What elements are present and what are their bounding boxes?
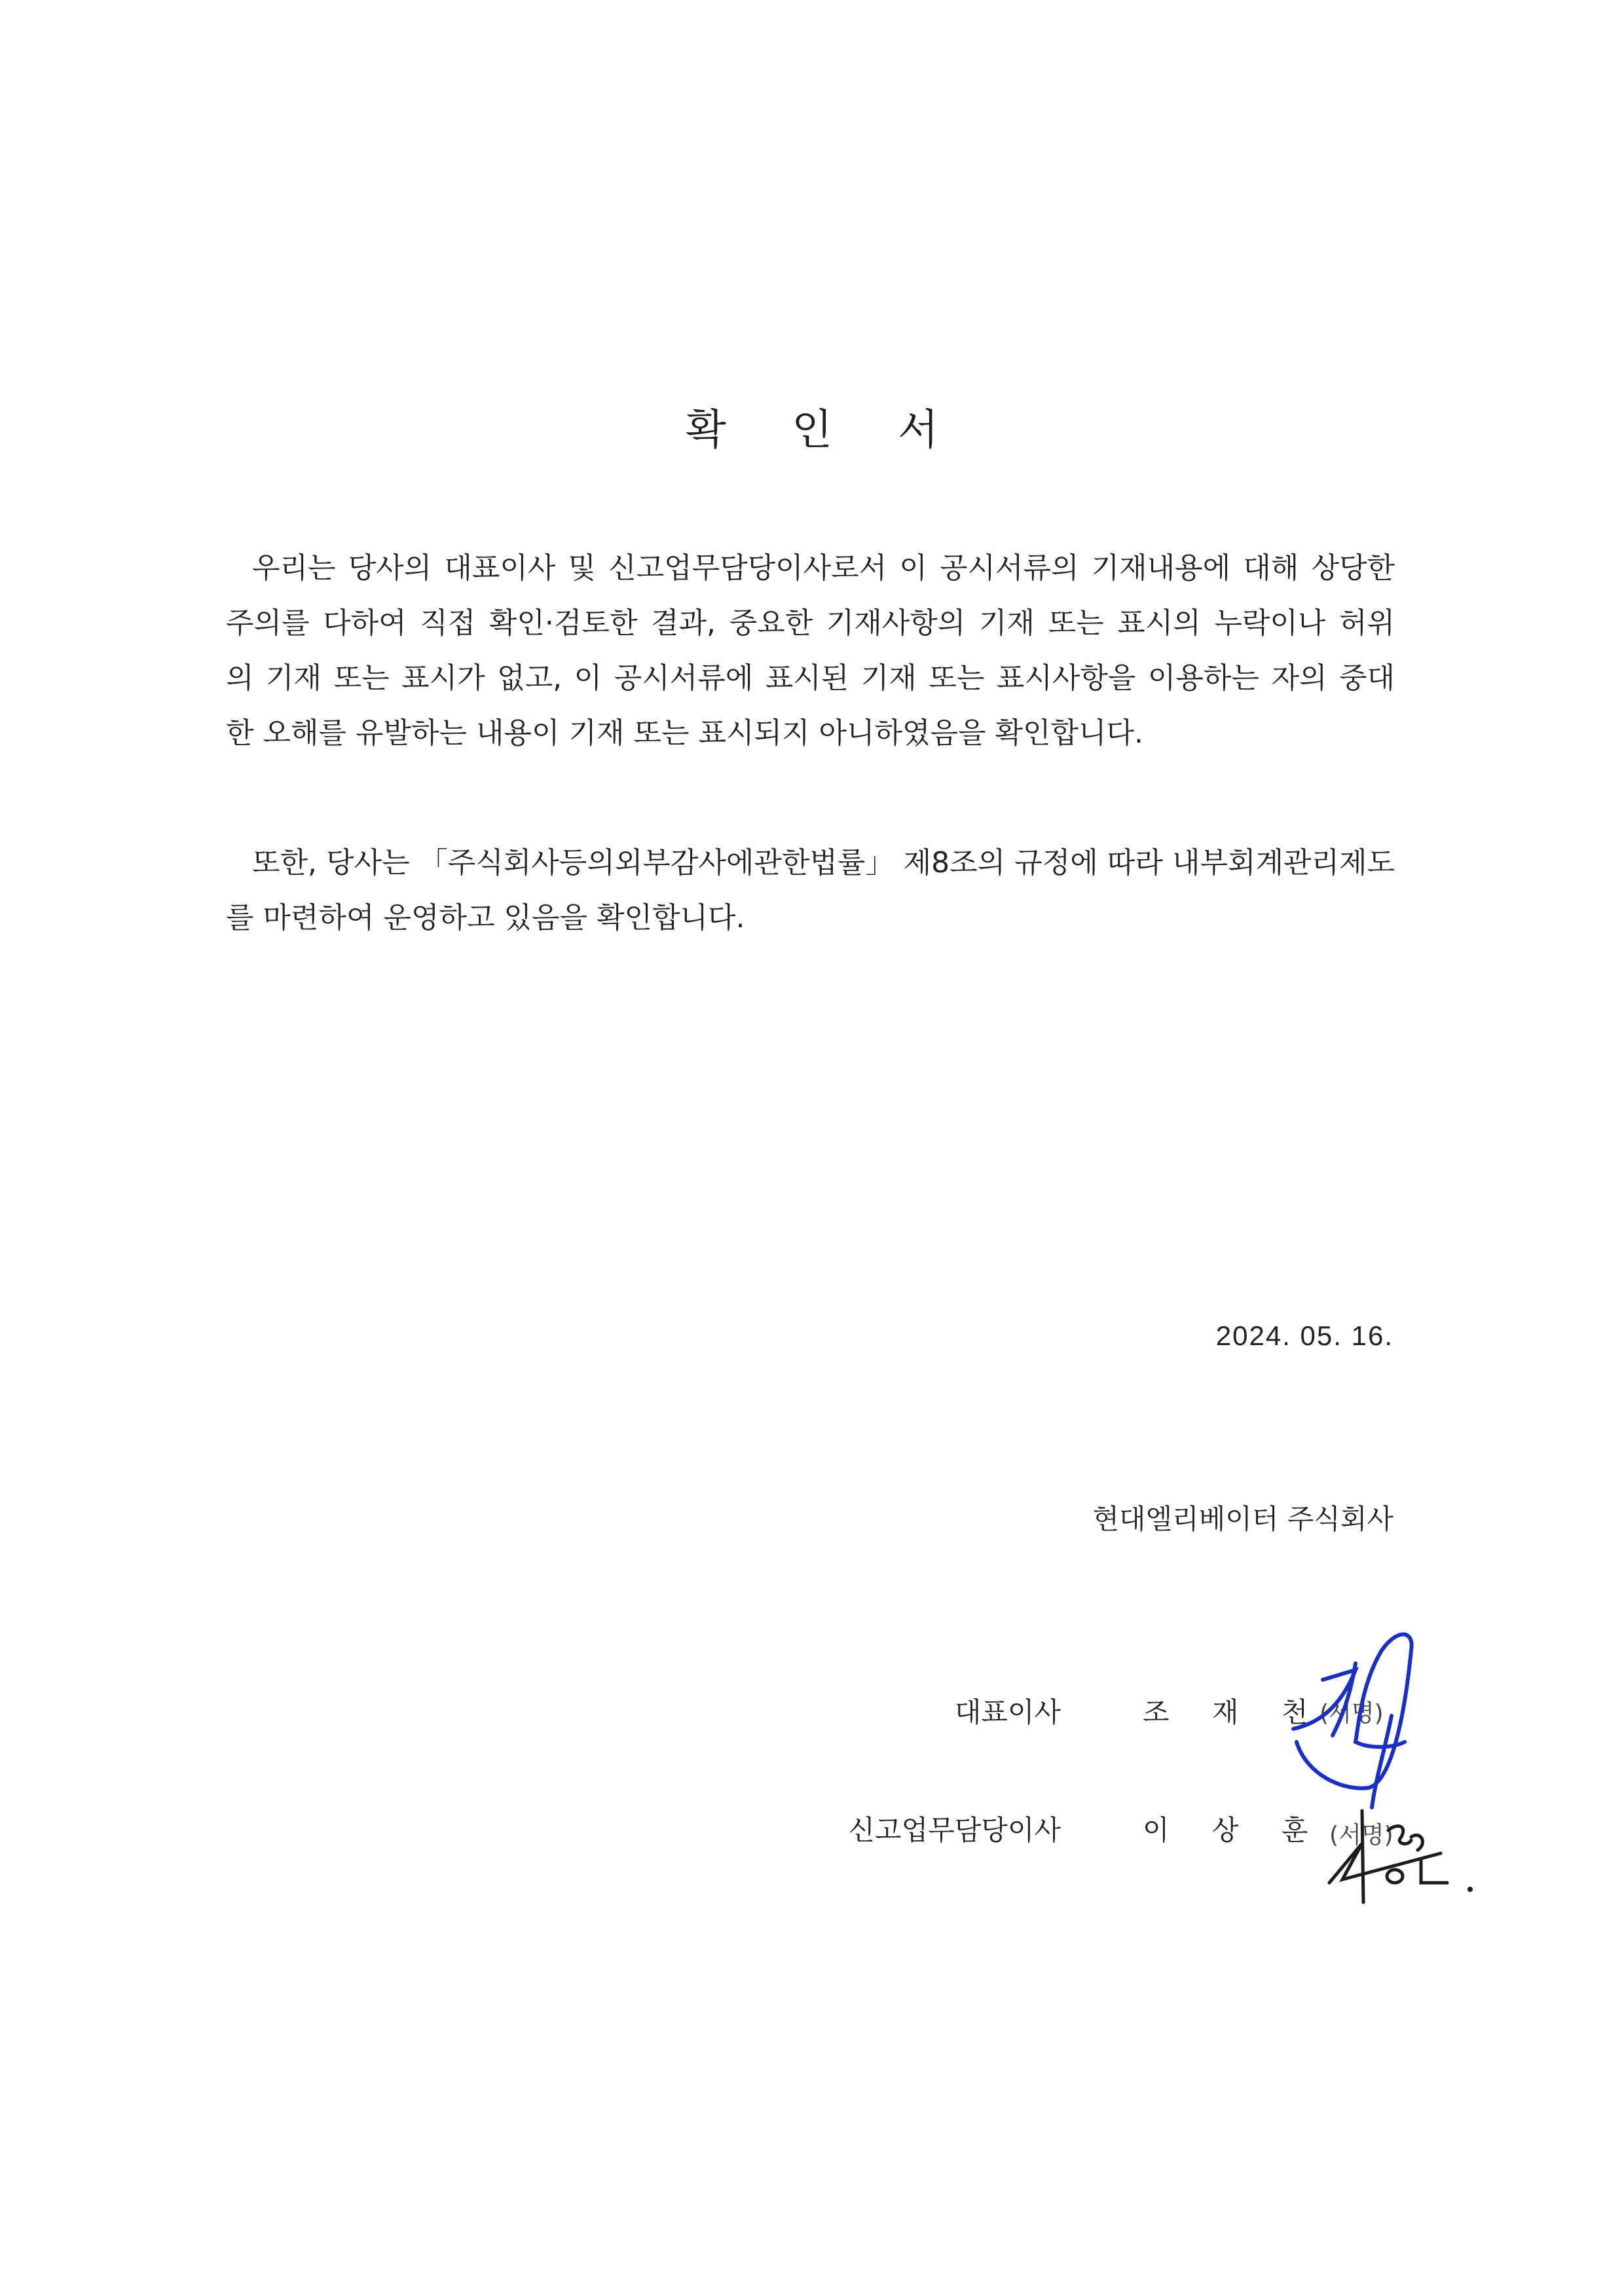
internal-control-paragraph: [226, 836, 1395, 946]
paragraph-line: 우리는 당사의 대표이사 및 신고업무담당이사로서 이 공시서류의 기재내용에 대해 상당한: [252, 551, 1395, 585]
paragraph-line: 를 마련하여 운영하고 있음을 확인합니다.: [226, 901, 745, 935]
signature-placeholder: (서명): [1320, 1700, 1384, 1727]
signatory-role: 대표이사: [954, 1696, 1061, 1728]
signature-placeholder: (서명): [1329, 1822, 1393, 1849]
paragraph-line: 의 기재 또는 표시가 없고, 이 공시서류에 표시된 기재 또는 표시사항을 이용하는 자의 중대: [226, 661, 1395, 695]
company-name: 현대엘리베이터 주식회사: [1092, 1503, 1393, 1535]
paragraph-line: 한 오해를 유발하는 내용이 기재 또는 표시되지 아니하였음을 확인합니다.: [226, 716, 1143, 750]
confirmation-paragraph: [226, 541, 1395, 761]
signatory-role: 신고업무담당이사: [848, 1814, 1061, 1846]
signatory-name: 이 상 훈: [1143, 1814, 1325, 1846]
paragraph-line: 또한, 당사는 「주식회사등의외부감사에관한법률」 제8조의 규정에 따라 내부회계관리제도: [252, 846, 1395, 880]
document-title: 확 인 서: [685, 406, 965, 454]
document-date: 2024. 05. 16.: [1215, 1320, 1393, 1351]
signatory-name: 조 재 천: [1143, 1696, 1325, 1728]
paragraph-line: 주의를 다하여 직접 확인·검토한 결과, 중요한 기재사항의 기재 또는 표시의 누락이나 허위: [226, 606, 1395, 640]
